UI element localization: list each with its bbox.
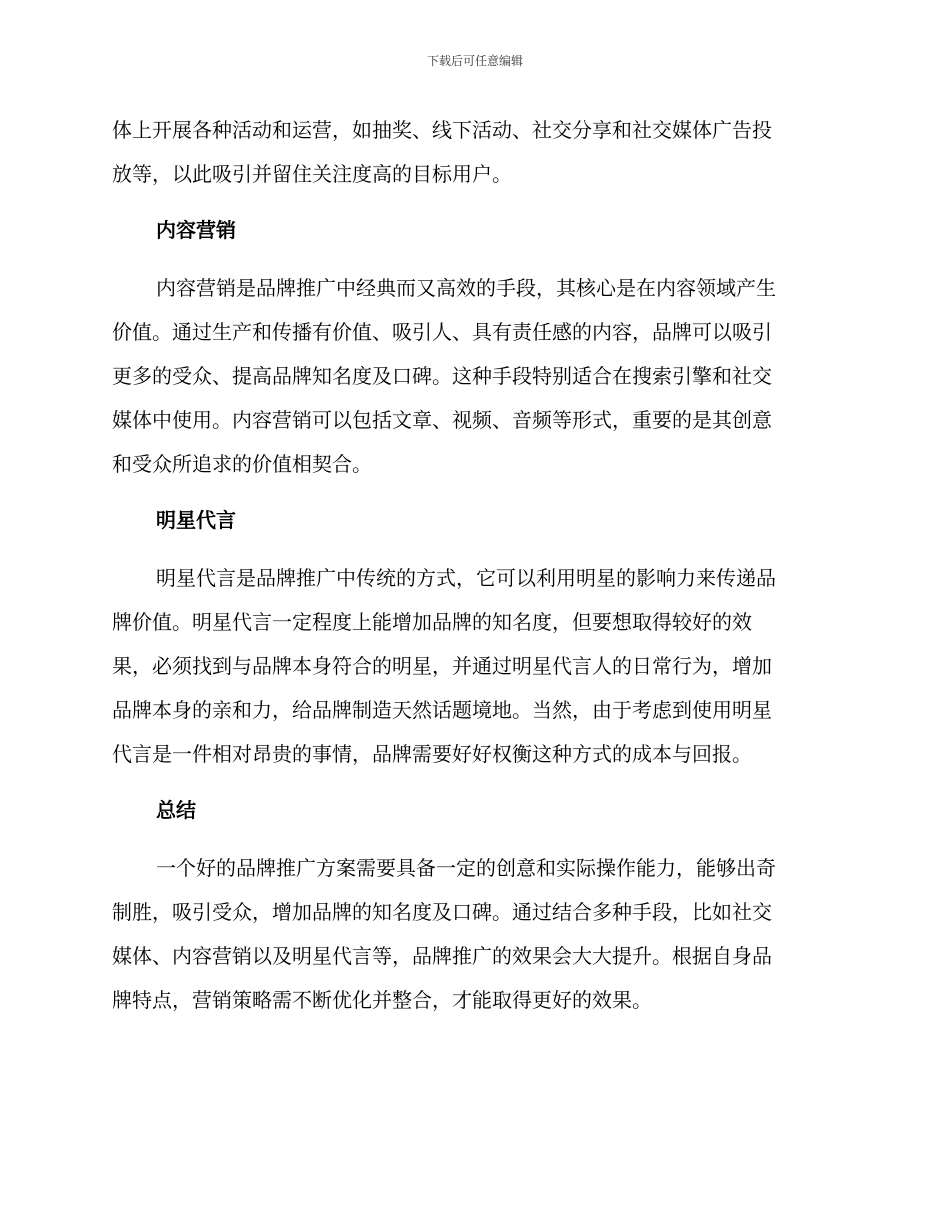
celebrity-paragraph: [112, 556, 842, 776]
content-marketing-paragraph: [112, 266, 842, 486]
paragraph-line: 放等，以此吸引并留住关注度高的目标用户。: [112, 162, 512, 186]
page-header: 下载后可任意编辑: [426, 54, 523, 68]
paragraph-line: 果，必须找到与品牌本身符合的明星，并通过明星代言人的日常行为，增加: [112, 654, 772, 678]
section-heading-content-marketing: 内容营销: [156, 218, 236, 242]
paragraph-line: 体上开展各种活动和运营，如抽奖、线下活动、社交分享和社交媒体广告投: [112, 118, 772, 142]
paragraph-line: 媒体、内容营销以及明星代言等，品牌推广的效果会大大提升。根据自身品: [112, 944, 772, 968]
paragraph-line: 牌价值。明星代言一定程度上能增加品牌的知名度，但要想取得较好的效: [112, 610, 752, 634]
section-heading-celebrity: 明星代言: [156, 508, 236, 532]
section-heading-summary: 总结: [156, 798, 196, 822]
paragraph-line: 更多的受众、提高品牌知名度及口碑。这种手段特别适合在搜索引擎和社交: [112, 364, 772, 388]
paragraph-line: 牌特点，营销策略需不断优化并整合，才能取得更好的效果。: [112, 988, 652, 1012]
paragraph-line: 价值。通过生产和传播有价值、吸引人、具有责任感的内容，品牌可以吸引: [112, 320, 772, 344]
paragraph-line: 内容营销是品牌推广中经典而又高效的手段，其核心是在内容领域产生: [156, 276, 776, 300]
summary-paragraph: [112, 846, 842, 1022]
paragraph-line: 制胜，吸引受众，增加品牌的知名度及口碑。通过结合多种手段，比如社交: [112, 900, 772, 924]
paragraph-line: 和受众所追求的价值相契合。: [112, 452, 372, 476]
document-body: [112, 108, 842, 1022]
paragraph-line: 品牌本身的亲和力，给品牌制造天然话题境地。当然，由于考虑到使用明星: [112, 698, 772, 722]
paragraph-line: 代言是一件相对昂贵的事情，品牌需要好好权衡这种方式的成本与回报。: [112, 742, 752, 766]
paragraph-line: 明星代言是品牌推广中传统的方式，它可以利用明星的影响力来传递品: [156, 566, 776, 590]
paragraph-line: 一个好的品牌推广方案需要具备一定的创意和实际操作能力，能够出奇: [156, 856, 776, 880]
paragraph-line: 媒体中使用。内容营销可以包括文章、视频、音频等形式，重要的是其创意: [112, 408, 772, 432]
intro-paragraph: [112, 108, 842, 196]
